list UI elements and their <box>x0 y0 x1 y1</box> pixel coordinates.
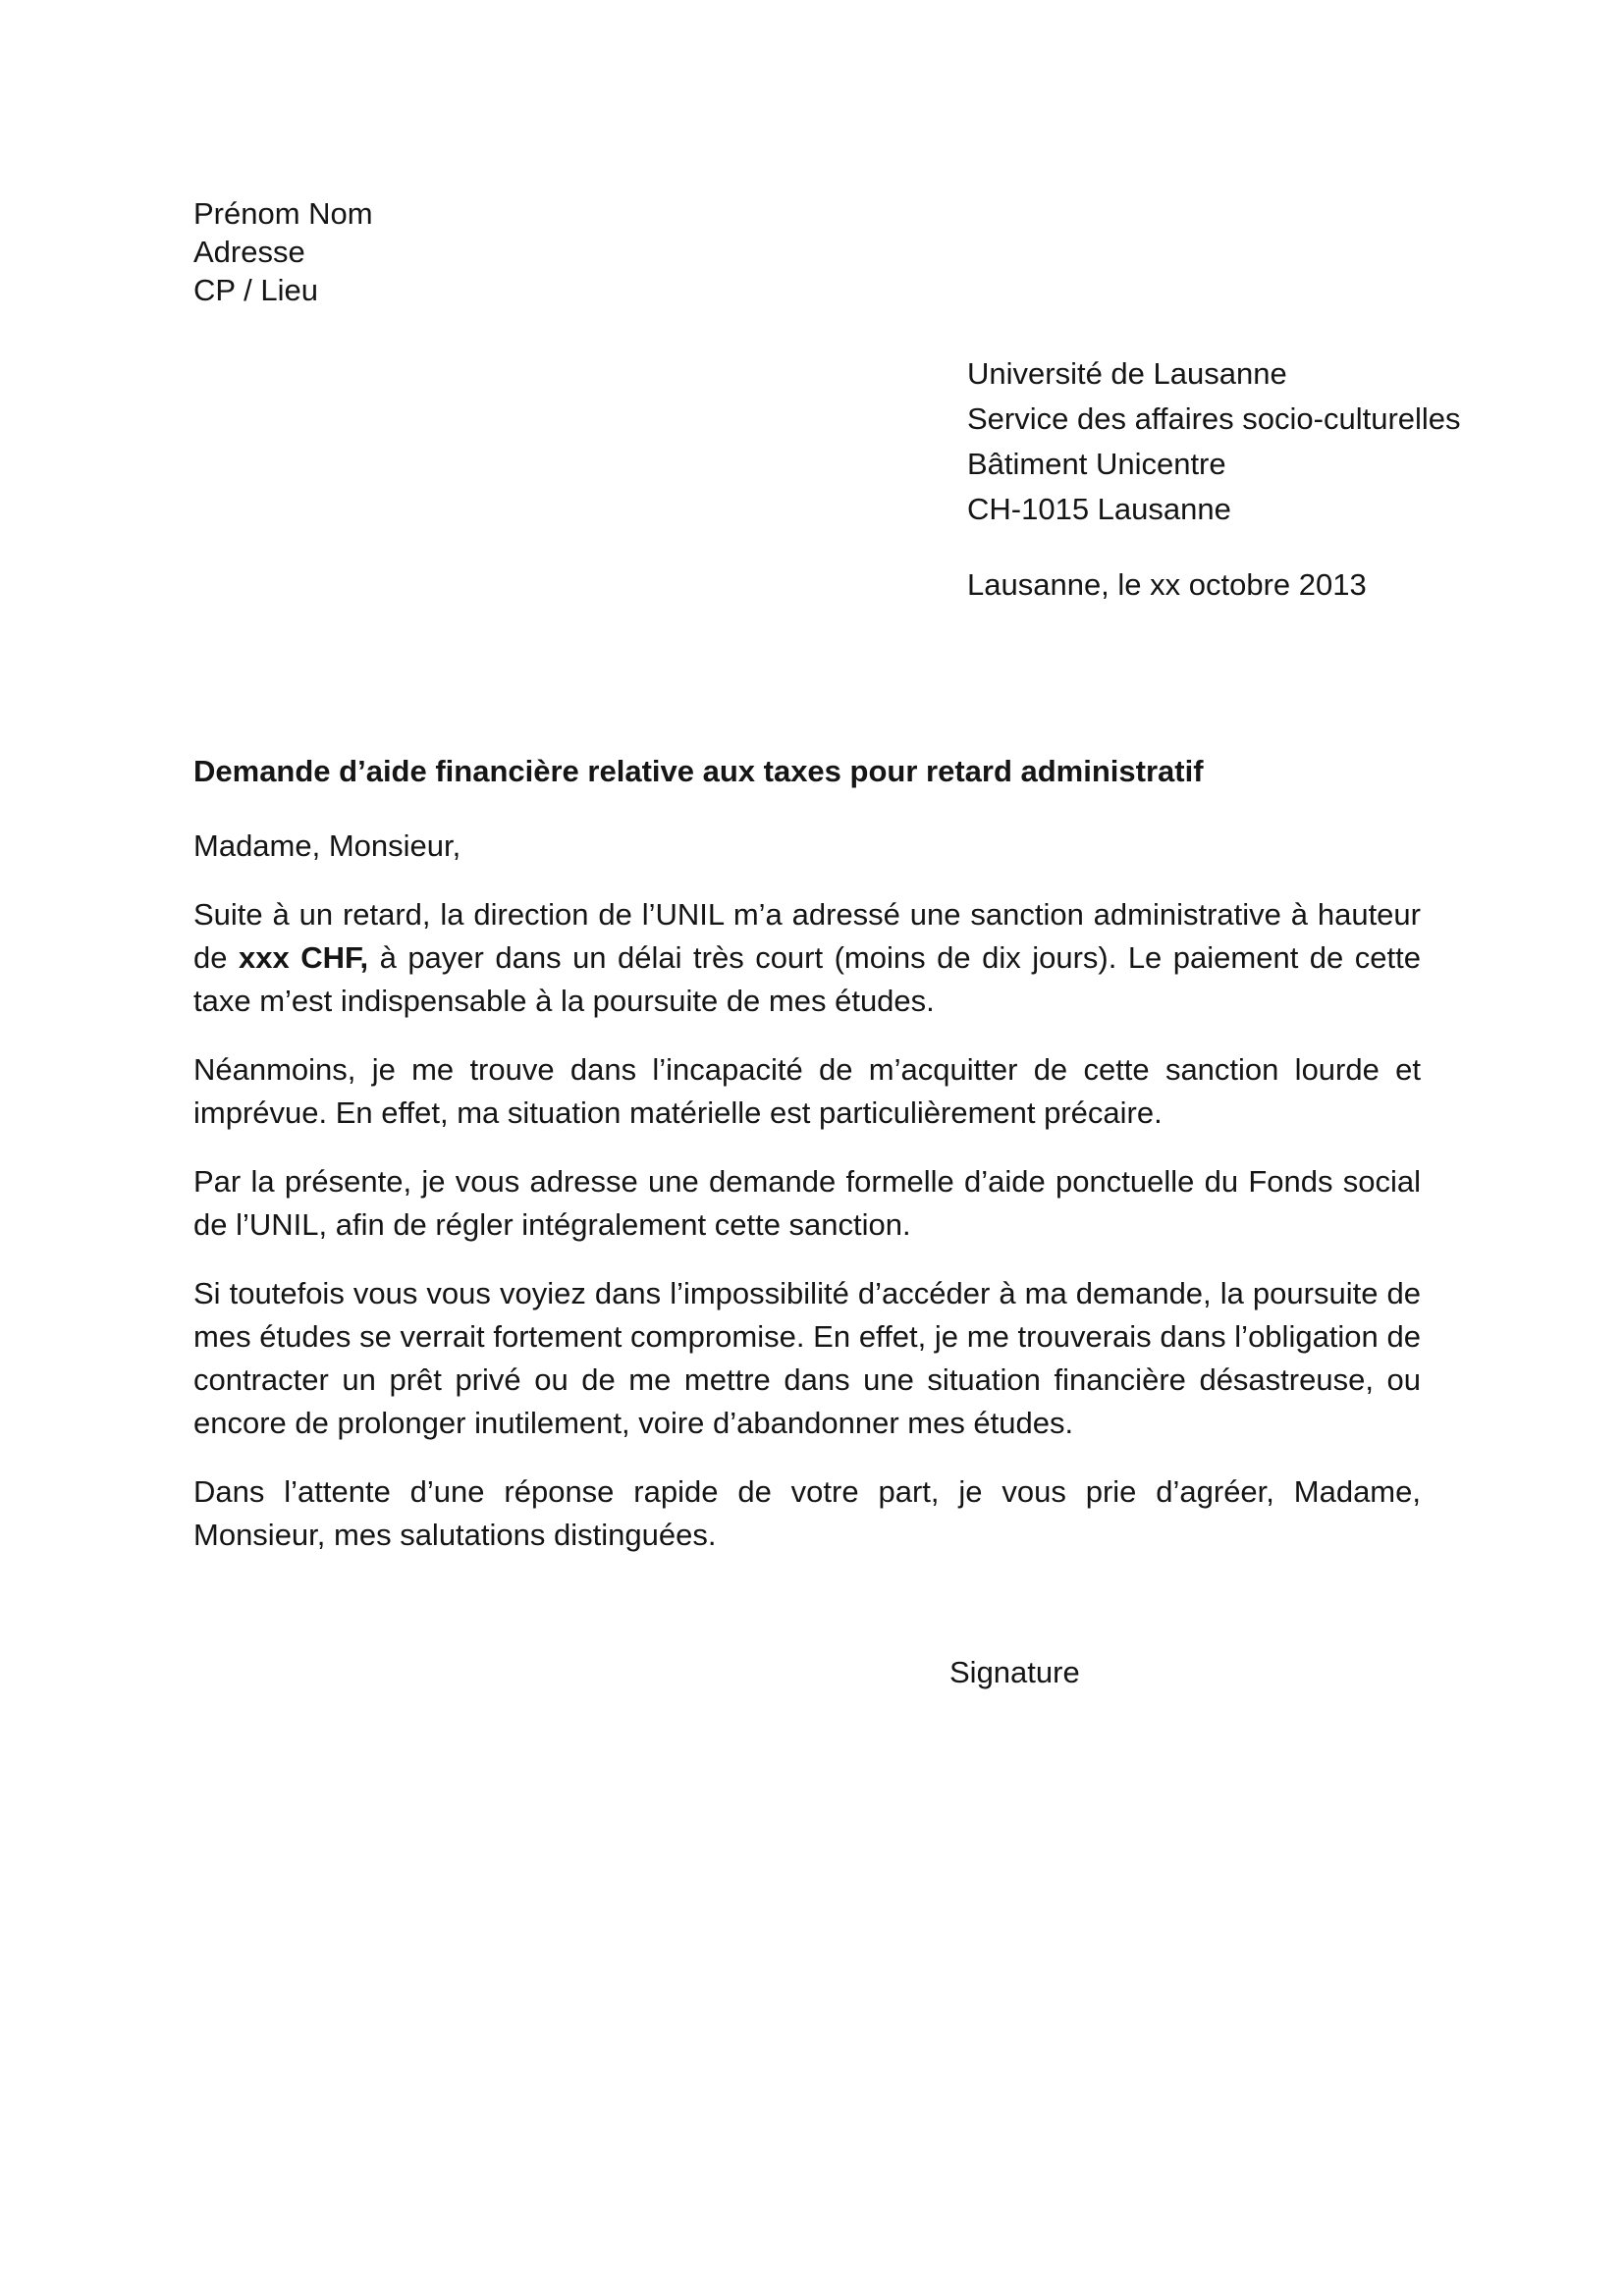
recipient-service: Service des affaires socio-culturelles <box>967 401 1461 436</box>
sender-address: Adresse <box>193 235 305 269</box>
paragraph-sanction-text-before: Suite à un retard, la direction de l’UNIL m’a adressé une sanction administrative à hauteur de <box>193 897 1421 975</box>
paragraph-sanction-bold-amount: xxx CHF, <box>238 940 369 975</box>
date-line: Lausanne, le xx octobre 2013 <box>967 567 1367 602</box>
recipient-building: Bâtiment Unicentre <box>967 447 1226 481</box>
recipient-block <box>967 351 1461 532</box>
letter-body <box>193 750 1421 1694</box>
paragraph-consequences: Si toutefois vous vous voyiez dans l’impossibilité d’accéder à ma demande, la poursuite de mes études se verrait fortement compromise. En effet, je me trouverais dans l’obligation de contracter un prêt privé ou de me mettre dans une situation financière désastreuse, ou encore de prolonger inutilement, voire d’abandonner mes études. <box>193 1276 1421 1440</box>
paragraph-request: Par la présente, je vous adresse une demande formelle d’aide ponctuelle du Fonds social de l’UNIL, afin de régler intégralement cette sanction. <box>193 1164 1421 1242</box>
recipient-organization: Université de Lausanne <box>967 356 1287 391</box>
subject-line: Demande d’aide financière relative aux taxes pour retard administratif <box>193 754 1204 788</box>
paragraph-incapacity: Néanmoins, je me trouve dans l’incapacité de m’acquitter de cette sanction lourde et imprévue. En effet, ma situation matérielle est particulièrement précaire. <box>193 1052 1421 1130</box>
paragraph-sanction-text-after: à payer dans un délai très court (moins de dix jours). Le paiement de cette taxe m’est indispensable à la poursuite de mes études. <box>193 940 1421 1018</box>
sender-postcode-city: CP / Lieu <box>193 273 318 307</box>
paragraph-sanction <box>193 893 1421 1023</box>
recipient-postcode-city: CH-1015 Lausanne <box>967 492 1231 526</box>
sender-block <box>193 194 373 309</box>
paragraph-closing: Dans l’attente d’une réponse rapide de votre part, je vous prie d’agréer, Madame, Monsieur, mes salutations distinguées. <box>193 1474 1421 1552</box>
salutation: Madame, Monsieur, <box>193 828 461 863</box>
sender-name: Prénom Nom <box>193 196 373 231</box>
signature-label: Signature <box>949 1655 1080 1689</box>
